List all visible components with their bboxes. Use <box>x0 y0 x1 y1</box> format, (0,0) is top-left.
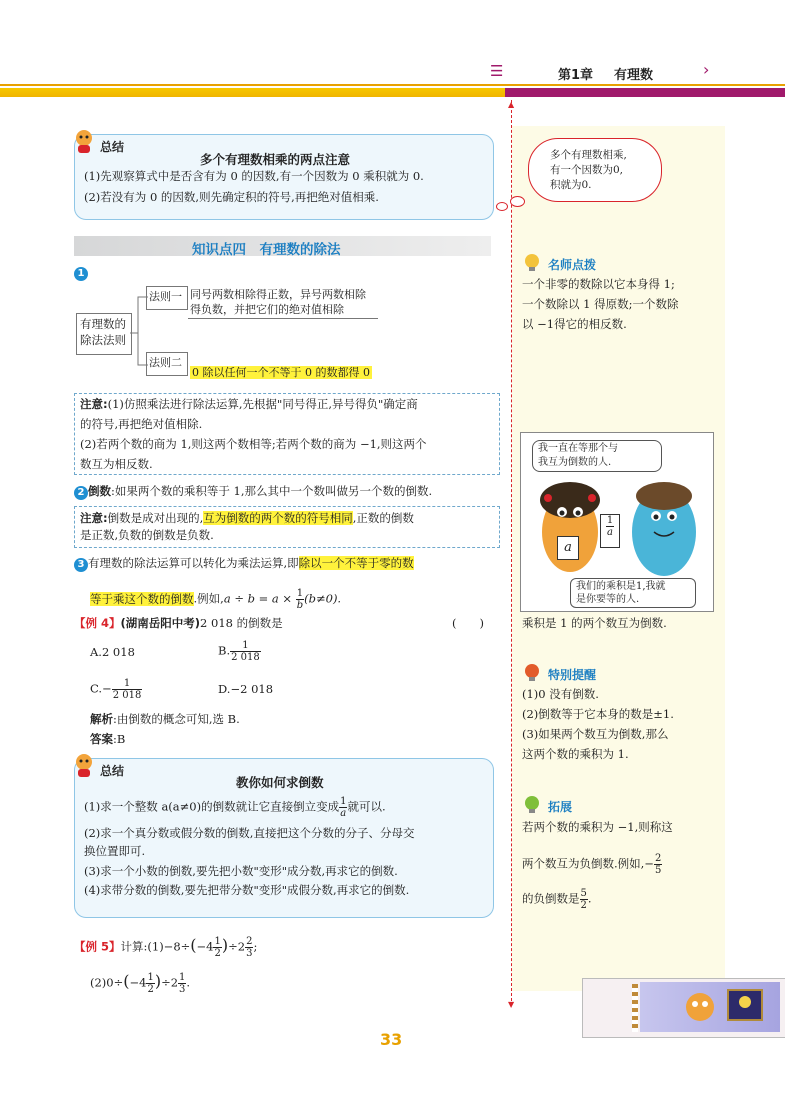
speech-line: 我互为倒数的人. <box>538 457 612 468</box>
summary2-line1: (1)求一个整数 a(a≠0)的倒数就让它直接倒立变成 <box>84 799 340 814</box>
rule2-label: 法则二 <box>149 356 182 369</box>
tip-line: (2)倒数等于它本身的数是±1. <box>522 707 674 721</box>
point2-lead: 倒数 <box>88 484 111 498</box>
fraction: $\frac{1}{3}$ <box>179 972 186 995</box>
rule2-text: 0 除以任何一个不等于 0 的数都得 0 <box>192 366 370 379</box>
example-source: (湖南岳阳中考) <box>120 616 201 630</box>
note-line: 数互为相反数. <box>80 457 153 471</box>
analysis-lead: 解析 <box>90 712 113 726</box>
sidebar-divider <box>511 100 512 1006</box>
example-stem: 2 018 的倒数是 <box>200 616 283 630</box>
example5-end: . <box>186 975 191 990</box>
note2-pre: 倒数是成对出现的, <box>107 511 204 525</box>
tip-line: 一个非零的数除以它本身得 1; <box>522 277 675 291</box>
example-tag: 【例 4】 <box>74 616 121 630</box>
arrow-up-icon: ▲ <box>508 100 515 109</box>
point3-formula: a ÷ b = a × <box>223 591 293 606</box>
scroll-edge <box>632 984 638 1032</box>
point3-highlight: 除以一个不等于零的数 <box>298 556 414 570</box>
rules-root-line2: 除法法则 <box>80 333 126 347</box>
point3-formula-end: (b≠0). <box>304 591 342 606</box>
option-d: D.−2 018 <box>218 682 274 696</box>
note-lead: 注意: <box>80 397 108 411</box>
speech-line: 我们的乘积是1,我就 <box>576 581 666 592</box>
header-rule <box>0 84 785 86</box>
rule1-label: 法则一 <box>149 290 182 303</box>
option-c-label: C.− <box>90 681 112 696</box>
point-number: 3 <box>74 558 88 572</box>
summary-line: 换位置即可. <box>84 844 146 858</box>
warning-icon <box>522 662 544 686</box>
speech-line: 是你要等的人. <box>576 594 640 605</box>
example-tag: 【例 5】 <box>74 939 121 954</box>
note2-post: ,正数的倒数 <box>352 511 414 525</box>
summary-line: (3)求一个小数的倒数,要先把小数"变形"成分数,再求它的倒数. <box>84 864 398 878</box>
mascot-icon <box>72 128 96 154</box>
example5-lead: 计算:(1)−8÷ <box>120 939 191 954</box>
fraction: $\frac{1}{2 018}$ <box>231 640 260 663</box>
tip-line: 一个数除以 1 得原数;一个数除 <box>522 297 679 311</box>
fraction: $\frac{1}{2}$ <box>147 972 154 995</box>
summary-title: 多个有理数相乘的两点注意 <box>200 152 351 167</box>
rule1-underline <box>188 318 378 319</box>
tip-title: 名师点拨 <box>548 258 597 272</box>
summary-tag: 总结 <box>100 764 125 778</box>
fraction: $\frac{2}{5}$ <box>654 853 662 876</box>
option-b-label: B. <box>218 643 231 658</box>
scroll-image <box>640 982 780 1032</box>
arrow-down-icon: ▼ <box>508 1000 515 1009</box>
note2-highlight: 互为倒数的两个数的符号相同 <box>203 511 353 525</box>
tip-line-end: . <box>587 891 592 906</box>
menu-icon[interactable]: ☰ <box>490 62 504 80</box>
section-title: 知识点四 有理数的除法 <box>192 242 341 258</box>
tip-line: (3)如果两个数互为倒数,那么 <box>522 727 669 741</box>
point3-pre: 有理数的除法运算可以转化为乘法运算,即 <box>88 556 299 570</box>
example5-op: ÷2 <box>228 939 246 954</box>
chapter-title: 有理数 <box>614 68 654 83</box>
answer-paren: ( ) <box>452 616 484 630</box>
summary-line: (2)若没有为 0 的因数,则先确定积的符号,再把绝对值相乘. <box>84 190 379 204</box>
fraction: $\frac{5}{2}$ <box>580 888 587 911</box>
tip-line: 两个数互为负倒数.例如,− <box>522 856 654 871</box>
fraction: $\frac{2}{3}$ <box>246 936 253 959</box>
summary-line: (2)求一个真分数或假分数的倒数,直接把这个分数的分子、分母交 <box>84 826 415 840</box>
note-line: (1)仿照乘法进行除法运算,先根据"同号得正,异号得负"确定商 <box>107 397 418 411</box>
mascot-icon <box>72 752 96 778</box>
answer-text: :B <box>113 732 126 746</box>
option-a: A.2 018 <box>90 645 135 659</box>
fraction: $\frac{1}{2 018}$ <box>112 678 142 701</box>
tip-title: 拓展 <box>548 800 573 814</box>
point3-highlight: 等于乘这个数的倒数 <box>90 591 194 606</box>
bubble-dot <box>510 196 525 207</box>
fraction: $\frac{1}{b}$ <box>296 588 304 611</box>
tip-line: 这两个数的乘积为 1. <box>522 747 629 761</box>
summary-line: (4)求带分数的倒数,要先把带分数"变形"成假分数,再求它的倒数. <box>84 883 410 897</box>
analysis-text: :由倒数的概念可知,选 B. <box>113 712 240 726</box>
page-number: 33 <box>380 1030 403 1049</box>
bubble-line: 积就为0. <box>550 179 592 191</box>
chevron-right-icon[interactable]: › <box>703 60 710 79</box>
tip-line: (1)0 没有倒数. <box>522 687 599 701</box>
note2-line2: 是正数,负数的倒数是负数. <box>80 528 214 542</box>
expand-icon <box>522 794 544 818</box>
note-lead: 注意: <box>80 511 108 525</box>
note-line: 的符号,再把绝对值相除. <box>80 417 203 431</box>
rule1-line2: 得负数，并把它们的绝对值相除 <box>190 303 344 316</box>
speech-line: 我一直在等那个与 <box>538 443 618 454</box>
bubble-line: 有一个因数为0, <box>550 164 624 176</box>
example5-end: ; <box>253 939 258 954</box>
card-a: a <box>557 536 579 560</box>
example5-q2-lead: (2)0÷ <box>90 975 124 990</box>
tip-title: 特别提醒 <box>548 668 597 682</box>
tip-line: 的负倒数是 <box>522 891 580 906</box>
tip-line: 以 −1得它的相反数. <box>522 317 627 331</box>
fraction: $\frac{1}{a}$ <box>340 796 347 819</box>
fraction: $\frac{1}{2}$ <box>214 936 221 959</box>
card-reciprocal: $\frac{1}{a}$ <box>600 514 620 548</box>
chapter-label: 第1章 <box>558 68 594 83</box>
point2-text: :如果两个数的乘积等于 1,那么其中一个数叫做另一个数的倒数. <box>111 484 433 498</box>
cartoon-caption: 乘积是 1 的两个数互为倒数. <box>522 616 667 630</box>
rules-root-line1: 有理数的 <box>80 317 126 331</box>
rule1-line1: 同号两数相除得正数，异号两数相除 <box>190 288 366 301</box>
example5-op: ÷2 <box>161 975 179 990</box>
bubble-dot <box>496 202 508 211</box>
header-bar-magenta <box>505 88 785 97</box>
summary2-line1-end: 就可以. <box>347 799 386 814</box>
summary-line: (1)先观察算式中是否含有为 0 的因数,有一个因数为 0 乘积就为 0. <box>84 169 424 183</box>
point-number: 1 <box>74 261 88 281</box>
bubble-line: 多个有理数相乘, <box>550 149 627 161</box>
answer-lead: 答案 <box>90 732 113 746</box>
note-line: (2)若两个数的商为 1,则这两个数相等;若两个数的商为 −1,则这两个 <box>80 437 427 451</box>
summary-tag: 总结 <box>100 140 125 154</box>
tip-line: 若两个数的乘积为 −1,则称这 <box>522 820 673 834</box>
point-number: 2 <box>74 486 88 500</box>
mixed-number: −4 <box>196 939 214 954</box>
header-bar-yellow <box>0 88 505 97</box>
lightbulb-icon <box>522 252 544 276</box>
summary-title: 教你如何求倒数 <box>236 775 324 790</box>
point3-post: .例如, <box>193 591 224 606</box>
mixed-number: −4 <box>129 975 147 990</box>
